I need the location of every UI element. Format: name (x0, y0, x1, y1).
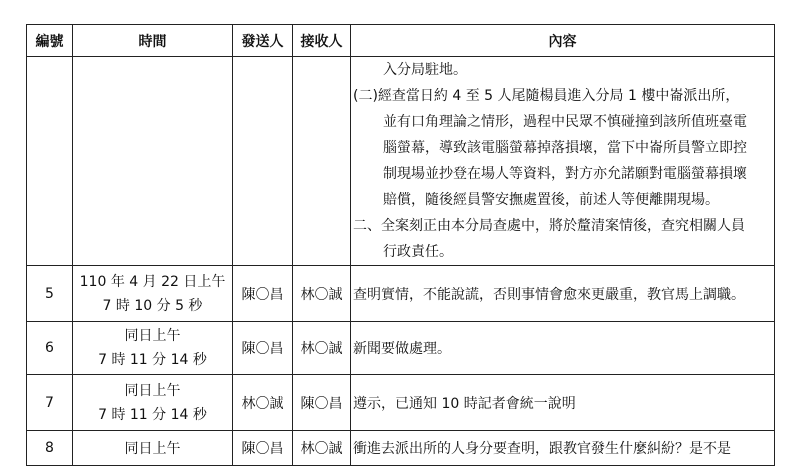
cell-sender: 林〇誠 (233, 375, 293, 431)
cell-time (73, 322, 233, 375)
cell-content (351, 57, 775, 266)
table-row-continued (27, 57, 775, 266)
cell-content: 查明實情，不能說謊，否則事情會愈來更嚴重，教官馬上調職。 (351, 266, 775, 322)
cell-sender: 陳〇昌 (233, 266, 293, 322)
content-line: 制現場並抄登在場人等資料，對方亦允諾願對電腦螢幕損壞 (383, 166, 747, 182)
time-line-1: 110 年 4 月 22 日上午 (79, 273, 226, 290)
table-row (27, 375, 775, 431)
cell-no: 5 (27, 266, 73, 322)
content-line: 行政責任。 (383, 244, 453, 260)
time-line-1: 同日上午 (124, 382, 181, 399)
time-line-2: 7 時 10 分 5 秒 (102, 297, 203, 314)
cell-time (73, 375, 233, 431)
cell-receiver (293, 57, 351, 266)
cell-time (73, 266, 233, 322)
header-no: 編號 (27, 25, 73, 57)
content-line: 賠償，隨後經員警安撫處置後，前述人等便離開現場。 (383, 192, 719, 208)
cell-sender (233, 57, 293, 266)
header-content: 內容 (351, 25, 775, 57)
header-receiver: 接收人 (293, 25, 351, 57)
cell-receiver: 林〇誠 (293, 266, 351, 322)
content-line: 腦螢幕，導致該電腦螢幕掉落損壞，當下中崙所員警立即控 (383, 140, 747, 156)
header-sender: 發送人 (233, 25, 293, 57)
cell-receiver: 陳〇昌 (293, 375, 351, 431)
cell-content: 新聞要做處理。 (351, 322, 775, 375)
content-line: 二、全案刻正由本分局查處中，將於釐清案情後，查究相關人員 (353, 218, 745, 234)
cell-sender: 陳〇昌 (233, 431, 293, 466)
content-line: 入分局駐地。 (383, 62, 467, 78)
cell-receiver: 林〇誠 (293, 431, 351, 466)
table-header-row (27, 25, 775, 57)
cell-content: 衝進去派出所的人身分要查明，跟教官發生什麼糾紛？是不是 (351, 431, 775, 466)
cell-receiver: 林〇誠 (293, 322, 351, 375)
content-line: 並有口角理論之情形，過程中民眾不慎碰撞到該所值班臺電 (383, 114, 747, 130)
table-row (27, 322, 775, 375)
table-row (27, 266, 775, 322)
header-time: 時間 (73, 25, 233, 57)
cell-time (73, 57, 233, 266)
cell-no: 6 (27, 322, 73, 375)
content-line: (二)經查當日約 4 至 5 人尾隨楊員進入分局 1 樓中崙派出所， (353, 88, 740, 104)
time-line-2: 7 時 11 分 14 秒 (98, 406, 207, 423)
cell-content: 遵示，已通知 10 時記者會統一說明 (351, 375, 775, 431)
cell-time: 同日上午 (73, 431, 233, 466)
cell-no: 8 (27, 431, 73, 466)
time-line-1: 同日上午 (124, 328, 181, 344)
table-row (27, 431, 775, 466)
time-line-2: 7 時 11 分 14 秒 (98, 352, 207, 368)
message-log-table (26, 24, 775, 466)
cell-sender: 陳〇昌 (233, 322, 293, 375)
cell-no (27, 57, 73, 266)
cell-no: 7 (27, 375, 73, 431)
